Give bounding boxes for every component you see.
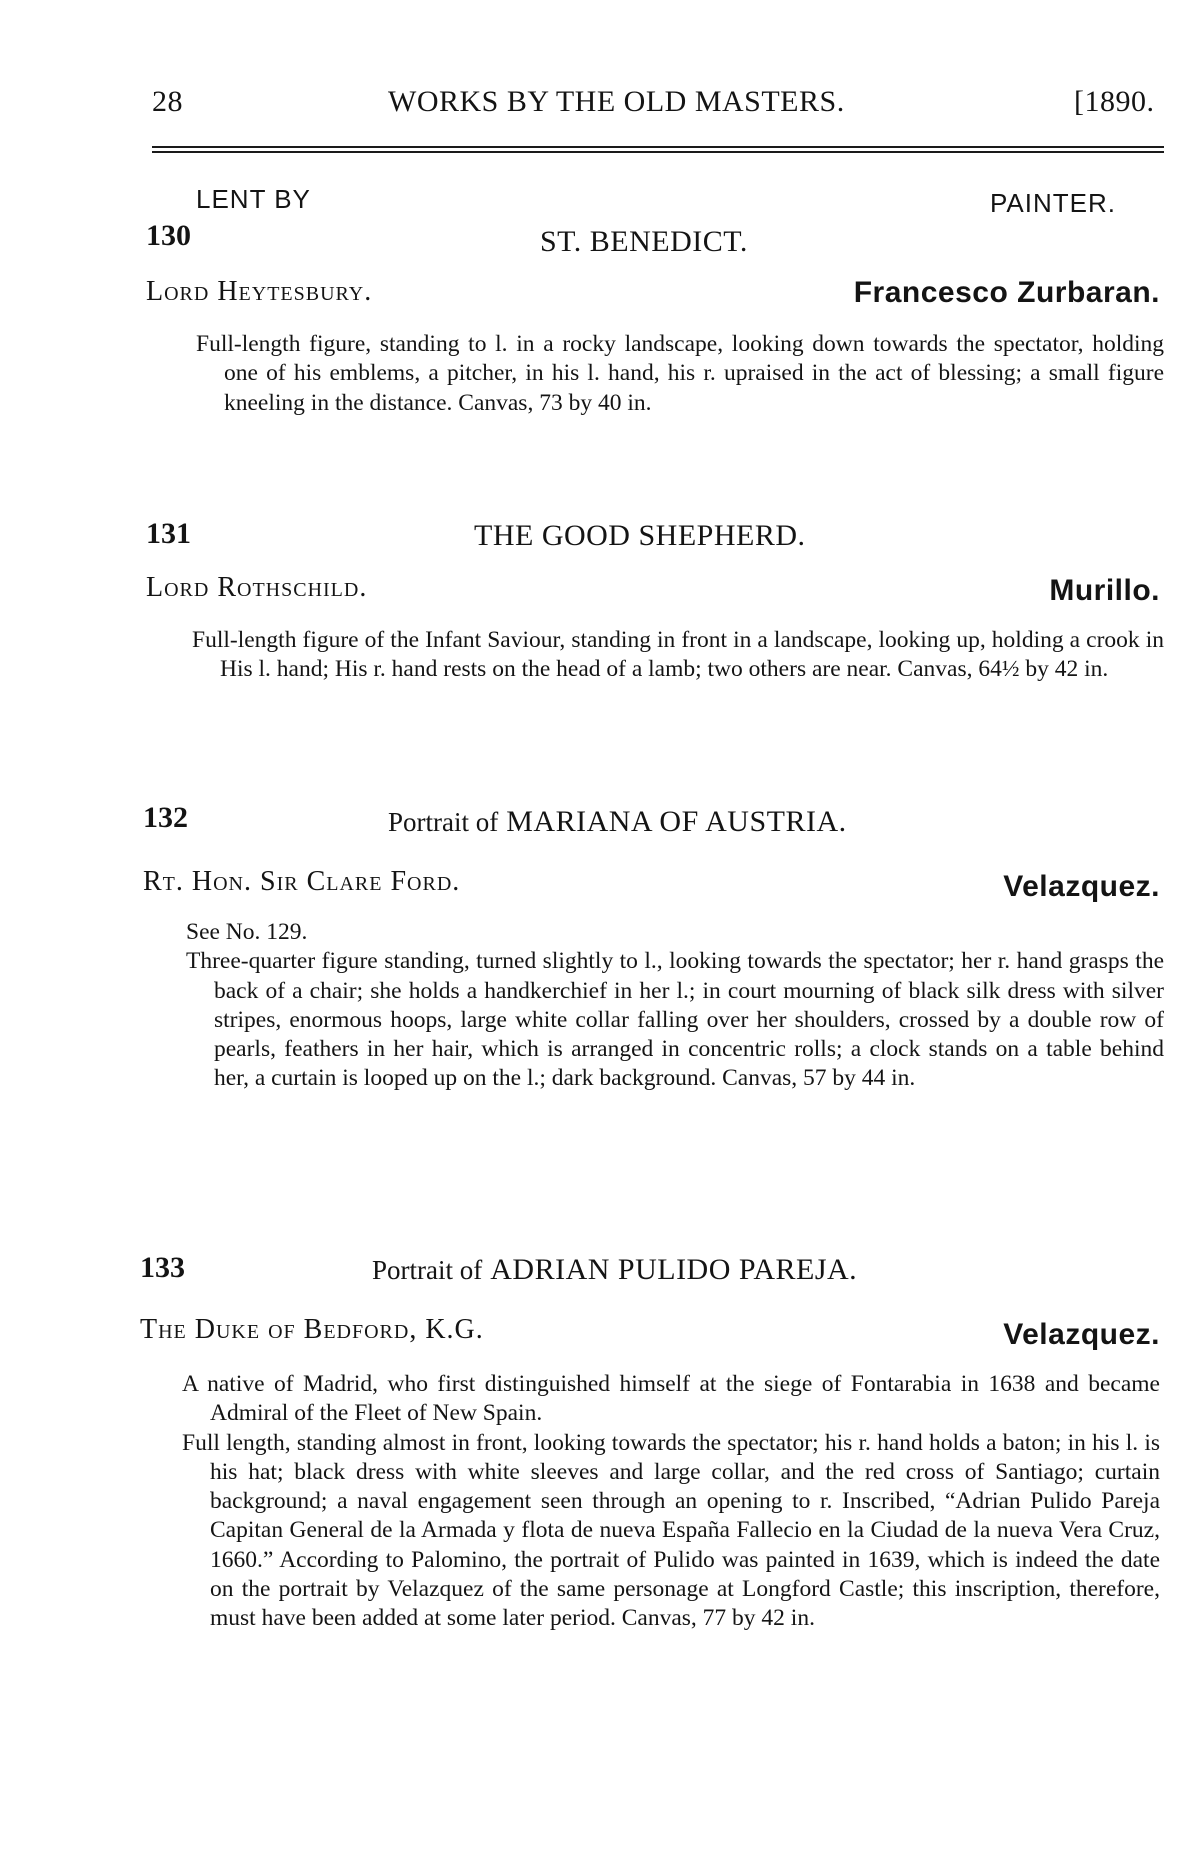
entry-title [388,804,847,840]
entry-title-text: ST. BENEDICT. [540,225,748,258]
header-rule-top [152,146,1164,148]
entry-title-text: THE GOOD SHEPHERD. [474,519,806,552]
description-paragraph: Full-length figure, standing to l. in a rocky landscape, looking down towards the spectator, holding one of his emblems, a pitcher, in his l. hand, his r. upraised in the act of blessing; a small figure kneeling in the distance. Canvas, 73 by 40 in. [196,331,1164,416]
entry-painter: Velazquez. [1003,870,1160,903]
entry-painter: Velazquez. [1003,1318,1160,1351]
entry-lender: Rt. Hon. Sir Clare Ford. [143,866,461,897]
running-title: WORKS BY THE OLD MASTERS. [388,85,845,118]
entry-title [474,518,806,554]
entry-description [182,1370,1160,1634]
entry-number: 132 [143,801,188,834]
entry-title [540,224,748,260]
entry-title-prefix: Portrait of [372,1255,483,1285]
header-year: [1890. [1074,85,1155,118]
entry-title-text: MARIANA OF AUSTRIA. [506,805,847,838]
column-header-painter: PAINTER. [990,188,1116,218]
header-rule-bottom [152,151,1164,153]
description-paragraph: Full-length figure of the Infant Saviour, standing in front in a landscape, looking up, holding a crook in His l. hand; His r. hand rests on the head of a lamb; two others are near. Canvas, 64½ by 42 in. [192,627,1164,683]
entry-description [196,330,1164,418]
column-header-lent-by: LENT BY [196,184,311,214]
entry-number: 131 [146,517,191,550]
entry-title-text: ADRIAN PULIDO PAREJA. [490,1253,858,1286]
entry-title [372,1252,857,1288]
entry-lender: Lord Rothschild. [146,572,368,603]
entry-number: 133 [140,1251,185,1284]
description-paragraph: A native of Madrid, who first distinguished himself at the siege of Fontarabia in 1638 and became Admiral of the Fleet of New Spain. [182,1371,1160,1427]
entry-description [192,626,1164,685]
entry-number: 130 [146,219,191,252]
entry-lender: Lord Heytesbury. [146,276,373,307]
entry-painter: Murillo. [1049,574,1160,607]
description-paragraph: Full length, standing almost in front, looking towards the spectator; his r. hand holds a baton; in his l. is his hat; black dress with white sleeves and large collar, and the red cross of Santiago; curtain background; a naval engagement seen through an opening to r. Inscribed, “Adrian Pulido Pareja Capitan General de la Armada y flota de nueva España Fallecio en la Ciudad de la nueva Vera Cruz, 1660.” According to Palomino, the portrait of Pulido was painted in 1639, which is indeed the date on the portrait by Velazquez of the same personage at Longford Castle; this inscription, therefore, must have been added at some later period. Canvas, 77 by 42 in. [182,1429,1160,1632]
entry-painter: Francesco Zurbaran. [853,276,1160,309]
see-also-note: See No. 129. [186,919,308,945]
page-number: 28 [152,85,183,118]
entry-lender: The Duke of Bedford, K.G. [140,1314,484,1345]
entry-description [186,918,1164,1094]
entry-title-prefix: Portrait of [388,807,499,837]
description-paragraph: Three-quarter figure standing, turned slightly to l., looking towards the spectator; her r. hand grasps the back of a chair; she holds a handkerchief in her l.; in court mourning of black silk dress with silver stripes, enormous hoops, large white collar falling over her shoulders, crossed by a double row of pearls, feathers in her hair, which is arranged in concentric rolls; a clock stands on a table behind her, a curtain is looped up on the l.; dark background. Canvas, 57 by 44 in. [186,948,1164,1092]
